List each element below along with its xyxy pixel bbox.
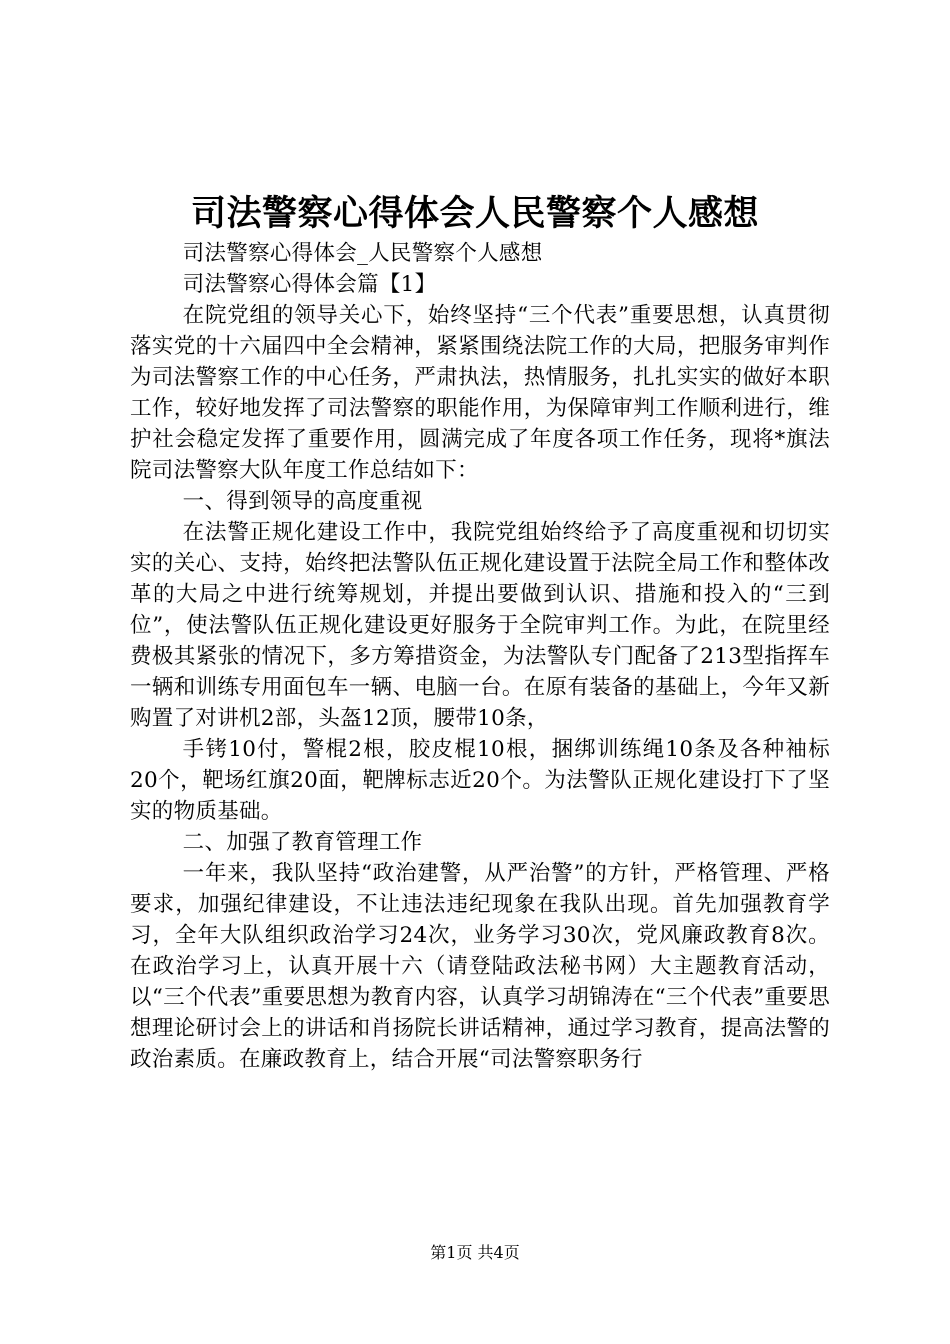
body-paragraph: 一年来，我队坚持“政治建警，从严治警”的方针，严格管理、严格要求，加强纪律建设，不让违法违纪现象在我队出现。首先加强教育学习，全年大队组织政治学习24次，业务学习30次，党风廉政教育8次。在政治学习上，认真开展十六（请登陆政法秘书网）大主题教育活动，以“三个代表”重要思想为教育内容，认真学习胡锦涛在“三个代表”重要思想理论研讨会上的讲话和肖扬院长讲话精神，通过学习教育，提高法警的政治素质。在廉政教育上，结合开展“司法警察职务行 — [130, 861, 830, 1072]
body-paragraph: 在法警正规化建设工作中，我院党组始终给予了高度重视和切切实实的关心、支持，始终把法警队伍正规化建设置于法院全局工作和整体改革的大局之中进行统筹规划，并提出要做到认识、措施和投入的“三到位”，使法警队伍正规化建设更好服务于全院审判工作。为此，在院里经费极其紧张的情况下，多方筹措资金，为法警队专门配备了213型指挥车一辆和训练专用面包车一辆、电脑一台。在原有装备的基础上，今年又新购置了对讲机2部，头盔12顶，腰带10条， — [130, 520, 830, 731]
section-heading: 二、加强了教育管理工作 — [182, 830, 423, 855]
document-body — [130, 238, 830, 1075]
body-paragraph: 在院党组的领导关心下，始终坚持“三个代表”重要思想，认真贯彻落实党的十六届四中全会精神，紧紧围绕法院工作的大局，把服务审判作为司法警察工作的中心任务，严肃执法，热情服务，扎扎实实的做好本职工作，较好地发挥了司法警察的职能作用，为保障审判工作顺利进行，维护社会稳定发挥了重要作用，圆满完成了年度各项工作任务，现将*旗法院司法警察大队年度工作总结如下： — [130, 303, 830, 483]
body-paragraph: 手铐10付，警棍2根，胶皮棍10根，捆绑训练绳10条及各种袖标20个，靶场红旗20面，靶牌标志近20个。为法警队正规化建设打下了坚实的物质基础。 — [130, 737, 830, 824]
section-heading: 一、得到领导的高度重视 — [182, 489, 423, 514]
section-heading: 司法警察心得体会篇【1】 — [182, 272, 437, 297]
subtitle-paragraph: 司法警察心得体会_人民警察个人感想 — [182, 241, 543, 266]
document-title: 司法警察心得体会人民警察个人感想 — [190, 193, 759, 234]
page-footer: 第1页 共4页 — [430, 1243, 520, 1262]
